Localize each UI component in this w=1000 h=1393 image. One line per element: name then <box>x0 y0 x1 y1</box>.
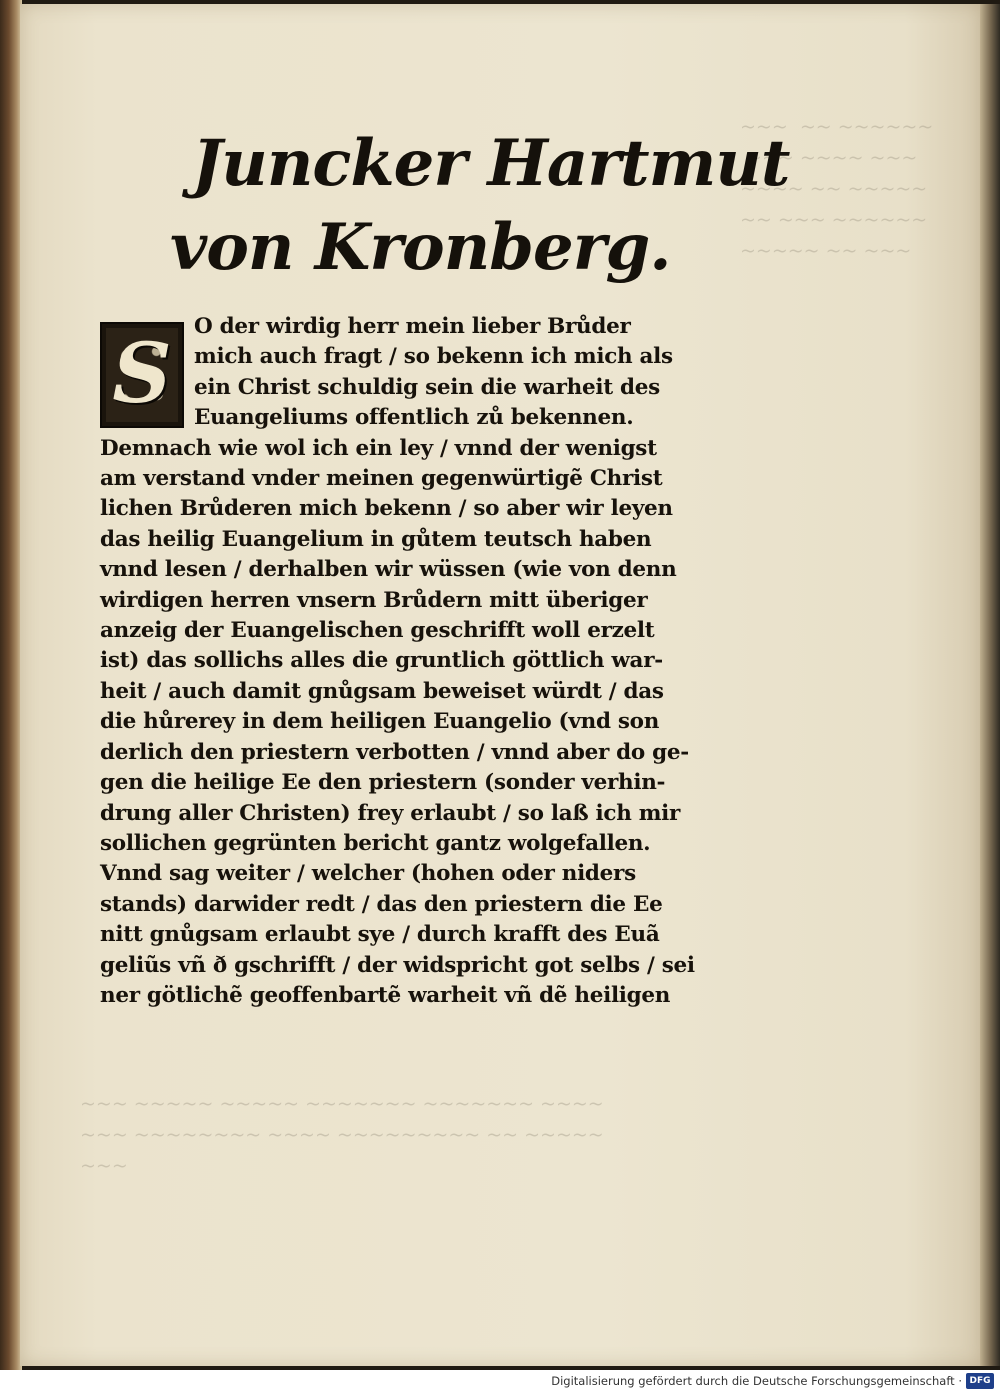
funding-notice: Digitalisierung gefördert durch die Deutsche Forschungsgemeinschaft · <box>551 1374 962 1388</box>
title-line-2: von Kronberg. <box>170 210 671 285</box>
page-right-edge <box>980 4 1000 1366</box>
text-line: geliũs vñ ð gschrifft / der widspricht got selbs / sei <box>100 952 695 978</box>
initial-letter: S <box>112 326 172 422</box>
text-line: Vnnd sag weiter / welcher (hohen oder niders <box>100 861 636 887</box>
book-binding-edge <box>0 0 22 1370</box>
text-line: mich auch fragt / so bekenn ich mich als <box>194 344 673 370</box>
bleed-through-top: ~~~ ~~ ~~~~~~ ~~~ ~~~~ ~~~ ~~~~ ~~ ~~~~~ ~~ ~~~ ~~~~~~ ~~~~~ ~~ ~~~ <box>740 116 934 262</box>
text-line: ist) das sollichs alles die gruntlich göttlich war- <box>100 648 663 674</box>
text-line: Demnach wie wol ich ein ley / vnnd der wenigst <box>100 435 657 461</box>
title-line-1: Juncker Hartmut <box>192 126 790 201</box>
text-line: am verstand vnder meinen gegenwürtigẽ Christ <box>100 466 663 492</box>
text-line: O der wirdig herr mein lieber Brůder <box>194 314 631 339</box>
text-line: gen die heilige Ee den priestern (sonder verhin- <box>100 770 666 796</box>
text-line: ner götlichẽ geoffenbartẽ warheit vñ dẽ heiligen <box>100 982 671 1008</box>
text-line: nitt gnůgsam erlaubt sye / durch krafft des Euã <box>100 922 660 948</box>
body-text <box>100 312 740 1011</box>
text-line: die hůrerey in dem heiligen Euangelio (vnd son <box>100 709 660 735</box>
text-line: drung aller Christen) frey erlaubt / so laß ich mir <box>100 800 681 826</box>
bleed-through-bottom: ~~~ ~~~~~ ~~~~~ ~~~~~~~ ~~~~~~~ ~~~~ ~~~ ~~~~~~~~ ~~~~ ~~~~~~~~~ ~~ ~~~~~ ~~~ <box>80 1093 604 1177</box>
book-page <box>20 4 982 1366</box>
text-line: wirdigen herren vnsern Brůdern mitt überiger <box>100 587 648 613</box>
text-line: anzeig der Euangelischen geschrifft woll erzelt <box>100 618 655 644</box>
text-line: lichen Brůderen mich bekenn / so aber wir leyen <box>100 496 673 522</box>
text-line: ein Christ schuldig sein die warheit des <box>194 374 660 400</box>
footer-bar <box>0 1370 1000 1393</box>
text-line: vnnd lesen / derhalben wir wüssen (wie von denn <box>100 557 677 583</box>
text-line: Euangeliums offentlich zů bekennen. <box>194 405 634 431</box>
text-line: heit / auch damit gnůgsam beweiset würdt / das <box>100 678 664 704</box>
text-line: derlich den priestern verbotten / vnnd aber do ge- <box>100 739 689 765</box>
text-line: das heilig Euangelium in gůtem teutsch haben <box>100 526 652 552</box>
dfg-logo: DFG <box>966 1373 994 1389</box>
text-line: sollichen gegrünten bericht gantz wolgefallen. <box>100 830 651 856</box>
text-line: stands) darwider redt / das den priestern die Ee <box>100 891 663 917</box>
page-title <box>170 122 790 290</box>
